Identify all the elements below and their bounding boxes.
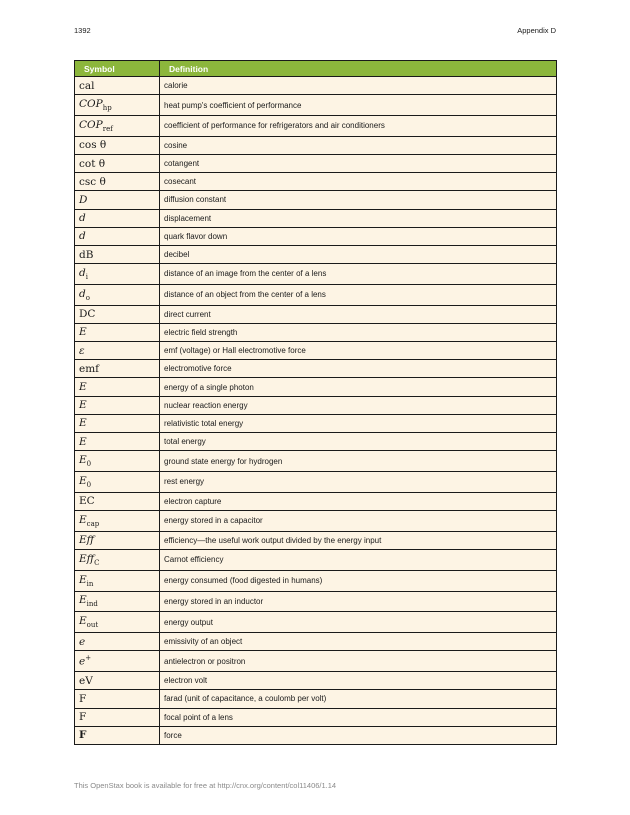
definition-cell: direct current: [160, 305, 557, 323]
symbol-cell: [75, 284, 160, 305]
symbol-cell: [75, 612, 160, 633]
definition-cell: coefficient of performance for refrigerators and air conditioners: [160, 115, 557, 136]
symbol-text: E: [79, 417, 87, 430]
table-row: [75, 209, 557, 227]
symbol-text: E: [79, 326, 87, 339]
symbol-text: Eff: [79, 534, 95, 547]
definition-cell: relativistic total energy: [160, 414, 557, 432]
table-row: [75, 633, 557, 651]
symbol-cell: [75, 549, 160, 570]
symbol-text: cos θ: [79, 139, 107, 152]
table-row: [75, 115, 557, 136]
table-row: [75, 471, 557, 492]
definition-cell: antielectron or positron: [160, 651, 557, 672]
column-header-symbol: Symbol: [75, 61, 160, 77]
definition-cell: electromotive force: [160, 360, 557, 378]
definition-cell: energy of a single photon: [160, 378, 557, 396]
symbol-subscript: cap: [86, 519, 100, 528]
definition-cell: electron volt: [160, 672, 557, 690]
symbol-text: emf: [79, 362, 100, 375]
symbol-cell: [75, 451, 160, 472]
symbol-cell: [75, 360, 160, 378]
symbol-cell: [75, 396, 160, 414]
symbol-text: E: [79, 399, 87, 412]
definition-cell: ground state energy for hydrogen: [160, 451, 557, 472]
symbol-cell: [75, 323, 160, 341]
definition-cell: electron capture: [160, 492, 557, 510]
symbol-cell: [75, 342, 160, 360]
symbol-text: d: [79, 230, 86, 243]
symbol-cell: [75, 690, 160, 708]
symbol-text: F: [79, 711, 87, 724]
definition-cell: focal point of a lens: [160, 708, 557, 726]
table-row: [75, 549, 557, 570]
page-number: 1392: [74, 26, 91, 35]
symbol-text: Eff: [79, 552, 95, 565]
symbol-cell: [75, 264, 160, 285]
symbol-cell: [75, 245, 160, 263]
symbol-cell: [75, 305, 160, 323]
symbol-text: csc θ: [79, 175, 106, 188]
table-row: [75, 396, 557, 414]
definition-cell: energy stored in a capacitor: [160, 510, 557, 531]
definition-cell: force: [160, 726, 557, 744]
table-row: [75, 708, 557, 726]
symbol-text: E: [79, 594, 87, 607]
table-row: [75, 612, 557, 633]
symbol-text: E: [79, 381, 87, 394]
symbol-cell: [75, 633, 160, 651]
symbol-text: DC: [79, 308, 96, 321]
definition-cell: nuclear reaction energy: [160, 396, 557, 414]
table-row: [75, 451, 557, 472]
symbol-subscript: i: [85, 273, 88, 282]
definition-cell: electric field strength: [160, 323, 557, 341]
table-row: [75, 136, 557, 154]
symbol-subscript: hp: [102, 104, 112, 113]
symbol-text: E: [79, 435, 87, 448]
table-row: [75, 264, 557, 285]
symbol-text: cal: [79, 79, 95, 92]
symbol-cell: [75, 510, 160, 531]
symbol-cell: [75, 227, 160, 245]
symbol-cell: [75, 708, 160, 726]
symbol-cell: [75, 191, 160, 209]
definition-cell: total energy: [160, 433, 557, 451]
symbol-text: e: [79, 635, 86, 648]
table-row: [75, 492, 557, 510]
definition-cell: farad (unit of capacitance, a coulomb per volt): [160, 690, 557, 708]
column-header-definition: Definition: [160, 61, 557, 77]
symbol-text: COP: [79, 118, 103, 131]
table-row: [75, 323, 557, 341]
table-row: [75, 570, 557, 591]
table-row: [75, 191, 557, 209]
table-row: [75, 531, 557, 549]
definition-cell: rest energy: [160, 471, 557, 492]
table-row: [75, 227, 557, 245]
table-row: [75, 591, 557, 612]
table-body: [75, 77, 557, 745]
table-row: [75, 360, 557, 378]
table-row: [75, 95, 557, 116]
symbol-cell: [75, 651, 160, 672]
symbol-cell: [75, 77, 160, 95]
definition-cell: cosecant: [160, 173, 557, 191]
table-row: [75, 173, 557, 191]
symbol-subscript: 0: [86, 460, 92, 469]
section-title: Appendix D: [517, 26, 556, 35]
table-row: [75, 433, 557, 451]
definition-cell: energy stored in an inductor: [160, 591, 557, 612]
definition-cell: displacement: [160, 209, 557, 227]
definition-cell: efficiency—the useful work output divided by the energy input: [160, 531, 557, 549]
symbol-text: F: [79, 692, 87, 705]
table-row: [75, 154, 557, 172]
symbol-cell: [75, 591, 160, 612]
table-row: [75, 77, 557, 95]
symbol-cell: [75, 154, 160, 172]
symbol-text: EC: [79, 495, 95, 508]
definition-cell: emissivity of an object: [160, 633, 557, 651]
symbol-cell: [75, 173, 160, 191]
definition-cell: quark flavor down: [160, 227, 557, 245]
table-row: [75, 245, 557, 263]
table-row: [75, 672, 557, 690]
definition-cell: cotangent: [160, 154, 557, 172]
symbol-subscript: C: [94, 558, 100, 567]
symbol-text: ε: [79, 344, 85, 357]
symbol-text: E: [79, 454, 87, 467]
definition-cell: emf (voltage) or Hall electromotive force: [160, 342, 557, 360]
table-row: [75, 726, 557, 744]
table-row: [75, 510, 557, 531]
symbol-table: [74, 60, 557, 745]
page-header: [74, 26, 556, 38]
symbol-text: E: [79, 573, 87, 586]
symbol-cell: [75, 414, 160, 432]
symbol-subscript: in: [86, 579, 94, 588]
definition-cell: Carnot efficiency: [160, 549, 557, 570]
table-row: [75, 284, 557, 305]
table-row: [75, 342, 557, 360]
definition-cell: heat pump's coefficient of performance: [160, 95, 557, 116]
table-header-row: [75, 61, 557, 77]
table-row: [75, 690, 557, 708]
definition-cell: distance of an image from the center of a lens: [160, 264, 557, 285]
definition-cell: energy output: [160, 612, 557, 633]
symbol-text: E: [79, 513, 87, 526]
symbol-cell: [75, 471, 160, 492]
table-row: [75, 651, 557, 672]
symbol-cell: [75, 492, 160, 510]
page-footer: This OpenStax book is available for free at http://cnx.org/content/col11406/1.14: [74, 781, 337, 790]
symbol-cell: [75, 531, 160, 549]
symbol-cell: [75, 95, 160, 116]
symbol-text: COP: [79, 98, 103, 111]
symbol-superscript: +: [85, 654, 92, 663]
symbol-cell: [75, 570, 160, 591]
symbol-text: d: [79, 266, 86, 279]
symbol-cell: [75, 378, 160, 396]
symbol-text: e: [79, 655, 86, 668]
symbol-cell: [75, 672, 160, 690]
definition-cell: decibel: [160, 245, 557, 263]
symbol-text: d: [79, 287, 86, 300]
symbol-subscript: ind: [86, 600, 98, 609]
table-row: [75, 414, 557, 432]
symbol-cell: [75, 433, 160, 451]
symbol-text: d: [79, 212, 86, 225]
definition-cell: calorie: [160, 77, 557, 95]
symbol-cell: [75, 136, 160, 154]
symbol-text: E: [79, 615, 87, 628]
symbol-cell: [75, 726, 160, 744]
symbol-text: F: [79, 729, 87, 742]
symbol-subscript: 0: [86, 480, 92, 489]
definition-cell: distance of an object from the center of a lens: [160, 284, 557, 305]
symbol-subscript: o: [85, 293, 90, 302]
symbol-text: dB: [79, 248, 94, 261]
symbol-text: eV: [79, 674, 93, 687]
symbol-cell: [75, 209, 160, 227]
symbol-text: D: [79, 193, 88, 206]
symbol-text: cot θ: [79, 157, 106, 170]
definition-cell: diffusion constant: [160, 191, 557, 209]
symbol-cell: [75, 115, 160, 136]
definition-cell: energy consumed (food digested in humans): [160, 570, 557, 591]
symbol-subscript: ref: [102, 124, 113, 133]
definition-cell: cosine: [160, 136, 557, 154]
symbol-text: E: [79, 474, 87, 487]
table-row: [75, 378, 557, 396]
table-row: [75, 305, 557, 323]
symbol-subscript: out: [86, 621, 99, 630]
